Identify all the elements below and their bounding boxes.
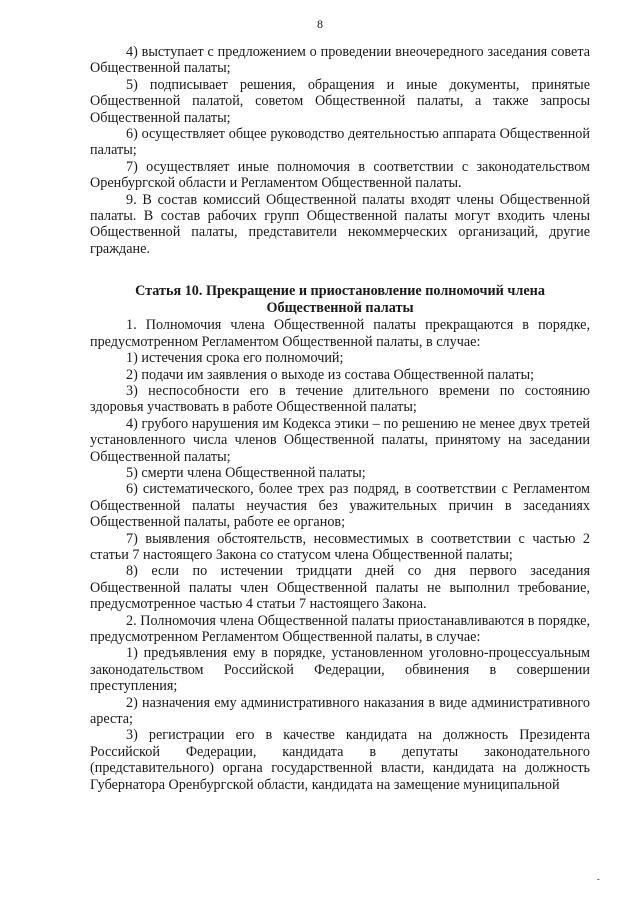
paragraph: 7) выявления обстоятельств, несовместимых в соответствии с частью 2 статьи 7 настоящего Закона со статусом члена Общественной палаты; (90, 530, 590, 563)
paragraph: 7) осуществляет иные полномочия в соответствии с законодательством Оренбургской области и Регламентом Общественной палаты. (90, 158, 590, 192)
paragraph: 1. Полномочия члена Общественной палаты прекращаются в порядке, предусмотренном Регламентом Общественной палаты, в случае: (90, 317, 590, 350)
paragraph: 6) осуществляет общее руководство деятельностью аппарата Общественной палаты; (90, 126, 590, 159)
paragraph: 2) подачи им заявления о выходе из состава Общественной палаты; (126, 366, 535, 383)
paragraph: 1) предъявления ему в порядке, установленном уголовно-процессуальным законодательством Российской Федерации, обвинения в совершении преступления; (90, 645, 590, 695)
document-body (90, 44, 590, 793)
article-heading: Статья 10. Прекращение и приостановление полномочий члена Общественной палаты (135, 283, 545, 317)
corner-mark: - (596, 874, 600, 885)
paragraph: 5) смерти члена Общественной палаты; (126, 464, 366, 481)
paragraph: 2) назначения ему административного наказания в виде административного ареста; (90, 694, 590, 728)
paragraph: 3) регистрации его в качестве кандидата на должность Президента Российской Федерации, кандидата в депутаты законодательного (представительного) органа государственной власти, кандидата на должность Губернатора Оренбургской области, кандидата на замещение муниципальной (90, 727, 590, 793)
paragraph: 6) систематического, более трех раз подряд, в соответствии с Регламентом Общественной палаты неучастия без уважительных причин в заседаниях Общественной палаты, работе ее органов; (90, 481, 590, 531)
paragraph: 4) грубого нарушения им Кодекса этики – по решению не менее двух третей установленного числа членов Общественной палаты, принятому на заседании Общественной палаты; (90, 415, 590, 465)
paragraph: 2. Полномочия члена Общественной палаты приостанавливаются в порядке, предусмотренном Регламентом Общественной палаты, в случае: (90, 612, 590, 645)
paragraph: 4) выступает с предложением о проведении внеочередного заседания совета Общественной палаты; (90, 44, 590, 77)
paragraph: 1) истечения срока его полномочий; (126, 350, 344, 367)
paragraph: 3) неспособности его в течение длительного времени по состоянию здоровья участвовать в работе Общественной палаты; (90, 382, 590, 416)
paragraph: 8) если по истечении тридцати дней со дня первого заседания Общественной палаты член Общественной палаты не выполнил требование, предусмотренное частью 4 статьи 7 настоящего Закона. (90, 563, 590, 613)
paragraph: 9. В состав комиссий Общественной палаты входят члены Общественной палаты. В состав рабочих групп Общественной палаты могут входить члены Общественной палаты, представители некоммерческих организаций, другие граждане. (90, 191, 590, 257)
paragraph: 5) подписывает решения, обращения и иные документы, принятые Общественной палатой, советом Общественной палаты, а также запросы Общественной палаты; (90, 76, 590, 126)
page-number: 8 (317, 17, 323, 31)
